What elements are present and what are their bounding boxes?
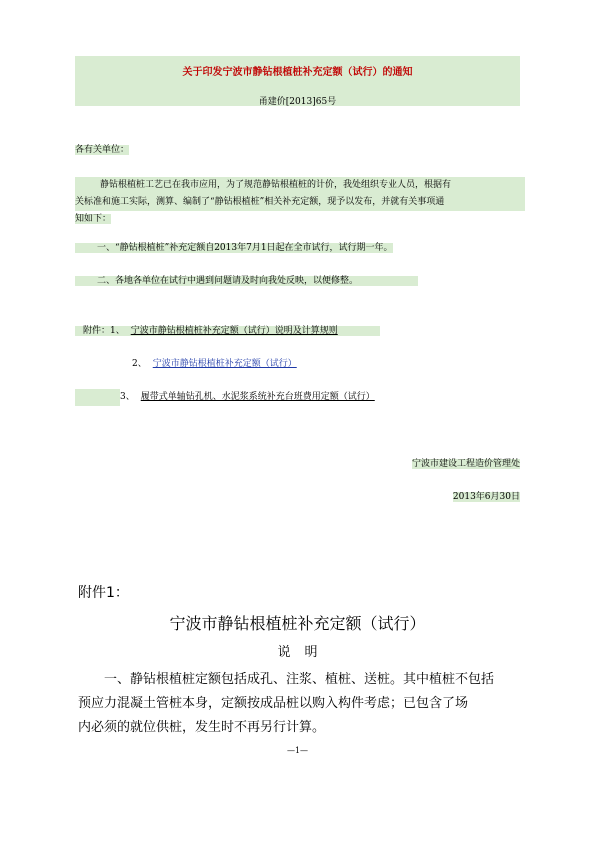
- item-1: [75, 240, 515, 257]
- intro-line-3: 知如下：: [75, 214, 112, 224]
- appendix-title: 宁波市静钻根植桩补充定额（试行）: [169, 614, 426, 633]
- attachment-1-link[interactable]: 宁波市静钻根植桩补充定额（试行）说明及计算规则: [125, 326, 380, 336]
- attachment-2-row: [75, 356, 297, 373]
- attachment-2-number: 2、: [132, 359, 147, 369]
- attachments-label: 附件：1、: [75, 326, 125, 336]
- salutation: [75, 142, 129, 159]
- attachment-1-row: [75, 323, 380, 340]
- appendix-line-1: 一、静钻根植桩定额包括成孔、注浆、植桩、送桩。其中植桩不包括: [104, 672, 495, 687]
- attachment-3-link[interactable]: 履带式单轴钻孔机、水泥浆系统补充台班费用定额（试行）: [140, 392, 375, 402]
- salutation-text: 各有关单位：: [75, 145, 130, 155]
- date-row: [75, 489, 520, 506]
- item-1-text: 一、“静钻根植桩”补充定额自2013年7月1日起在全市试行，试行期一年。: [75, 243, 393, 253]
- attachment-3-number: 3、: [120, 392, 135, 402]
- notice-title: 关于印发宁波市静钻根植桩补充定额（试行）的通知: [182, 67, 413, 78]
- document-number: 甬建价[2013]65号: [258, 97, 337, 107]
- appendix-label: 附件1：: [78, 585, 129, 601]
- section-heading: 说明: [277, 645, 332, 660]
- item-2: [75, 273, 515, 290]
- issuer: 宁波市建设工程造价管理处: [411, 459, 520, 469]
- appendix-paragraph: [78, 668, 523, 740]
- appendix-line-2: 预应力混凝土管桩本身，定额按成品桩以购入构件考虑；已包含了场: [78, 696, 469, 711]
- intro-line-1: 静钻根植桩工艺已在我市应用，为了规范静钻根植桩的计价，我处组织专业人员，根据有: [75, 177, 525, 194]
- issue-date: 2013年6月30日: [452, 492, 520, 502]
- attachment-3-row: [75, 389, 375, 406]
- intro-paragraph: [75, 177, 525, 228]
- issuer-row: [75, 456, 520, 473]
- attachment-2-link[interactable]: 宁波市静钻根植桩补充定额（试行）: [152, 359, 297, 369]
- item-2-text: 二、各地各单位在试行中遇到问题请及时向我处反映，以便修整。: [75, 276, 418, 286]
- page-number: —1—: [286, 746, 309, 755]
- intro-line-2: 关标准和施工实际，测算、编制了“静钻根植桩”相关补充定额，现予以发布，并就有关事项通: [75, 194, 525, 211]
- appendix-line-3: 内必须的就位供桩，发生时不再另行计算。: [78, 720, 326, 735]
